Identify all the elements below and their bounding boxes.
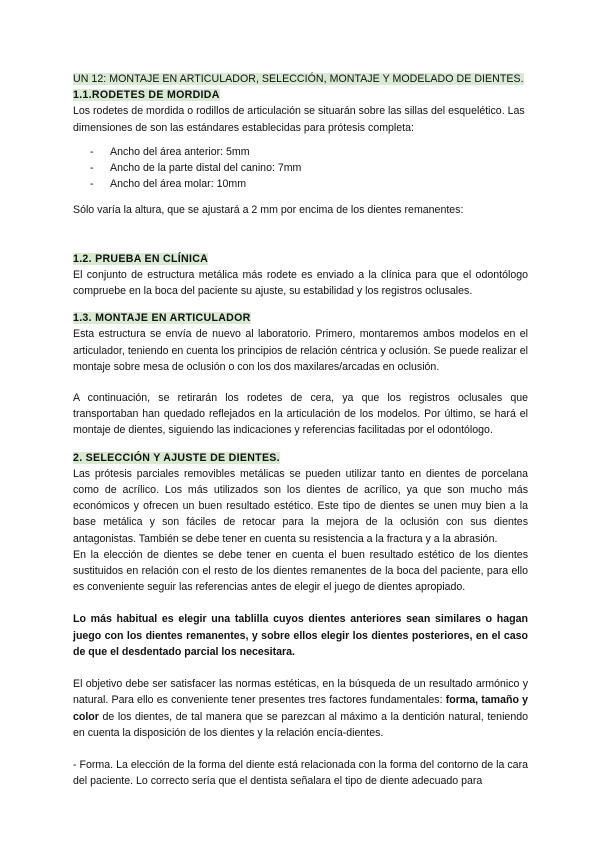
paragraph-factors: El objetivo debe ser satisfacer las normas estéticas, en la búsqueda de un resultado armónico y natural. Para ello es conveniente tener presentes tres factores fundamentales: forma, tamaño y color de los dientes, de tal manera que se parezcan al máximo a la dentición natural, teniendo en cuenta la disposición de los dientes y la relación encía-dientes. <box>73 678 528 739</box>
paragraph: Esta estructura se envía de nuevo al laboratorio. Primero, montaremos ambos modelos en el articulador, teniendo en cuenta los principios de relación céntrica y oclusión. Se puede realizar el montaje sobre mesa de oclusión o con los dos maxilares/arcadas en oclusión. <box>73 328 528 373</box>
document-title: UN 12: MONTAJE EN ARTICULADOR, SELECCIÓN, MONTAJE Y MODELADO DE DIENTES. <box>73 73 524 85</box>
heading-rodetes: 1.1.RODETES DE MORDIDA <box>73 89 220 102</box>
paragraph: El conjunto de estructura metálica más rodete es enviado a la clínica para que el odontólogo compruebe en la boca del paciente su ajuste, su estabilidad y los registros oclusales. <box>73 268 528 298</box>
paragraph: Sólo varía la altura, que se ajustará a 2 mm por encima de los dientes remanentes: <box>73 204 464 217</box>
heading-seleccion: 2. SELECCIÓN Y AJUSTE DE DIENTES. <box>73 451 280 464</box>
heading-montaje: 1.3. MONTAJE EN ARTICULADOR <box>73 312 251 325</box>
list-item: - Ancho de la parte distal del canino: 7mm <box>73 160 528 176</box>
paragraph: Las prótesis parciales removibles metálicas se pueden utilizar tanto en dientes de porcelana como de acrílico. Los más utilizados son los dientes de acrílico, ya que son mucho más económicos y ofrecen un buen resultado estético. Este tipo de dientes se unen muy bien a la base metálica y son fáciles de retocar para la mejora de la oclusión con sus dientes antagonistas. También se debe tener en cuenta su resistencia a la fractura y a la abrasión. <box>73 467 528 545</box>
list-item: - Ancho del área anterior: 5mm <box>73 144 528 160</box>
bold-paragraph: Lo más habitual es elegir una tablilla cuyos dientes anteriores sean similares o hagan juego con los dientes remanentes, y sobre ellos elegir los dientes posteriores, en el caso de que el desdentado parcial los necesitara. <box>73 613 528 658</box>
paragraph: - Forma. La elección de la forma del diente está relacionada con la forma del contorno de la cara del paciente. Lo correcto sería que el dentista señalara el tipo de diente adecuado para <box>73 758 528 788</box>
list-item: - Ancho del área molar: 10mm <box>73 176 528 192</box>
factors-bold: forma, tamaño y color <box>73 694 528 723</box>
heading-prueba: 1.2. PRUEBA EN CLÍNICA <box>73 252 209 265</box>
paragraph: Los rodetes de mordida o rodillos de articulación se situarán sobre las sillas del esquelético. Las dimensiones de son las estándares establecidas para prótesis completa: <box>73 105 525 134</box>
document-page <box>73 71 528 789</box>
paragraph: En la elección de dientes se debe tener en cuenta el buen resultado estético de los dientes sustituidos en relación con el resto de los dientes remanentes de la boca del paciente, para ello es conveniente seguir las referencias antes de elegir el juego de dientes apropiado. <box>73 548 528 594</box>
paragraph: A continuación, se retirarán los rodetes de cera, ya que los registros oclusales que transportaban han quedado reflejados en la articulación de los modelos. Por último, se hará el montaje de dientes, siguiendo las indicaciones y referencias facilitadas por el odontólogo. <box>73 392 528 437</box>
dimension-list <box>73 144 528 193</box>
